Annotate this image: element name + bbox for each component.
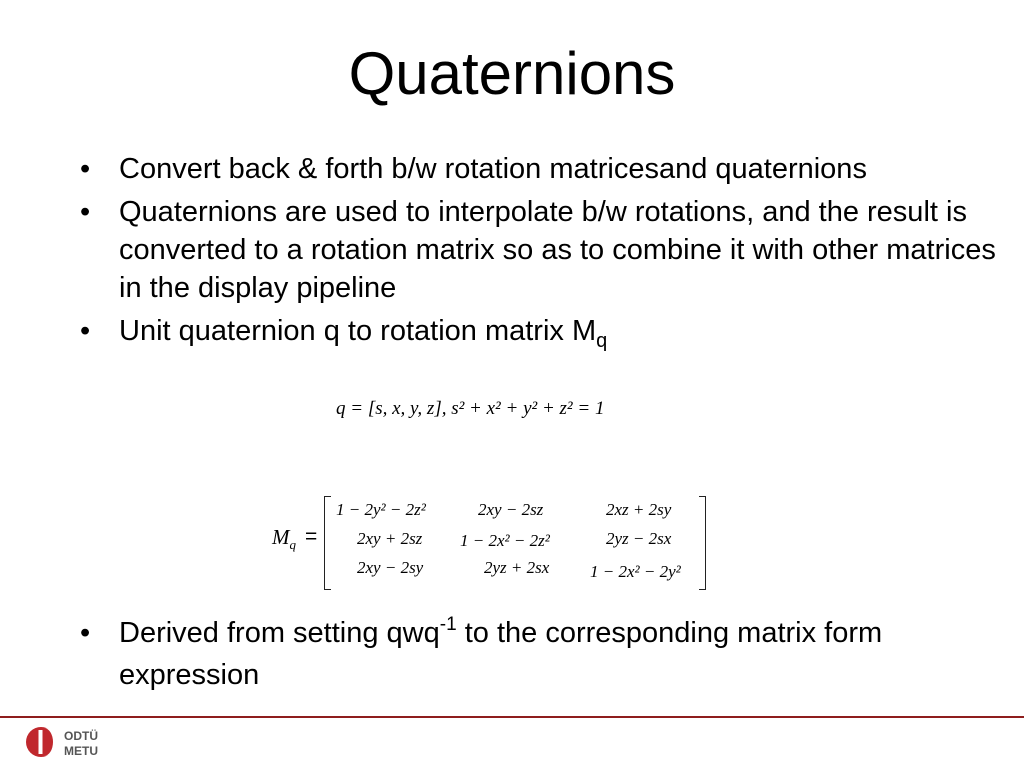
matrix-left-bracket xyxy=(324,496,331,590)
bullet-text: Unit quaternion q to rotation matrix M xyxy=(119,315,597,347)
bullet-icon: • xyxy=(80,315,91,347)
matrix-cell: 2xy − 2sy xyxy=(357,558,424,577)
list-item xyxy=(80,193,1010,307)
slide-title: Quaternions xyxy=(348,40,676,107)
matrix-cell: 1 − 2y² − 2z² xyxy=(336,500,426,519)
bullet-text: Quaternions are used to interpolate b/w rotations, and the result is converted to a rotation matrix so as to combine it with other matrices in the display pipeline xyxy=(119,196,996,304)
bullet-icon: • xyxy=(80,196,91,228)
superscript-inverse: -1 xyxy=(439,614,457,635)
matrix-cell: 2yz + 2sx xyxy=(484,558,550,577)
bullet-icon: • xyxy=(80,153,91,185)
equals-sign: = xyxy=(305,525,318,548)
bullet-list xyxy=(80,150,1010,353)
unit-quaternion-equation: q = [s, x, y, z], s² + x² + y² + z² = 1 xyxy=(336,398,605,419)
matrix-right-bracket xyxy=(699,496,706,590)
subscript-q: q xyxy=(596,330,608,352)
list-item xyxy=(80,614,1010,694)
bullet-text: Convert back & forth b/w rotation matricesand quaternions xyxy=(119,153,867,185)
matrix-cell: 2xy + 2sz xyxy=(357,529,423,548)
matrix-cell: 2xy − 2sz xyxy=(478,500,544,519)
matrix-cell: 2xz + 2sy xyxy=(606,500,672,519)
bullet-text: to the corresponding matrix form expression xyxy=(119,617,883,691)
list-item xyxy=(80,150,1010,188)
bullet-icon: • xyxy=(80,617,91,649)
matrix-label: $M_q$ xyxy=(272,525,296,553)
matrix-cell: 1 − 2x² − 2z² xyxy=(460,531,550,550)
bullet-text: Derived from setting qwq xyxy=(119,617,440,649)
matrix-cell: 2yz − 2sx xyxy=(606,529,672,548)
list-item xyxy=(80,312,1010,353)
logo-text-odtu: ODTÜ xyxy=(64,729,98,743)
footer-divider xyxy=(0,716,1024,718)
matrix-cell: 1 − 2x² − 2y² xyxy=(590,562,681,581)
metu-logo xyxy=(24,722,120,762)
logo-text-metu: METU xyxy=(64,744,98,758)
